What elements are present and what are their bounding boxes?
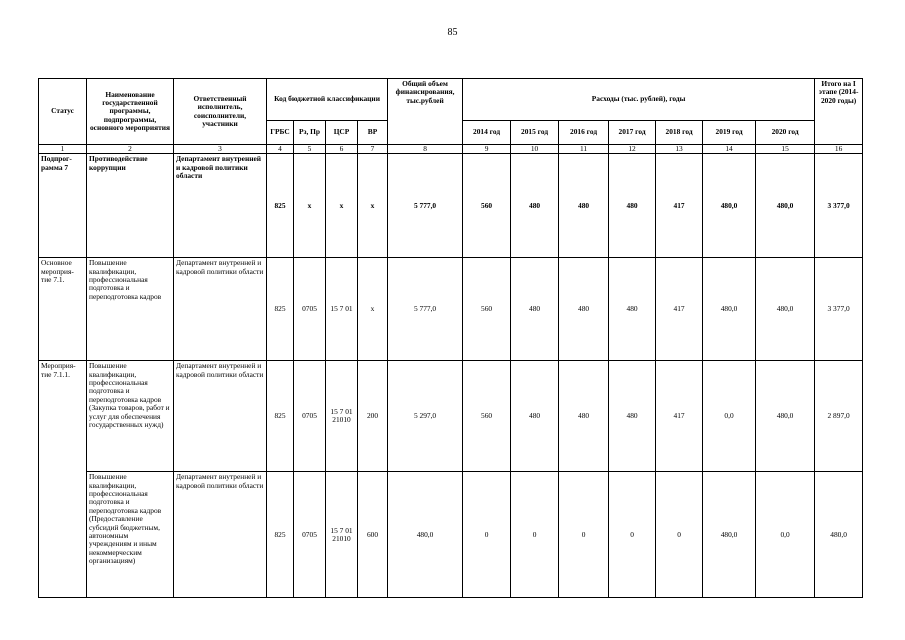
cell-2016: 480	[559, 361, 609, 472]
cell-2018: 417	[656, 258, 703, 361]
cell-2018: 0	[656, 472, 703, 598]
cell-rz-pr: 0705	[294, 472, 326, 598]
cell-total: 5 777,0	[388, 154, 463, 258]
cell-stage-total: 480,0	[815, 472, 863, 598]
column-numbers-row	[39, 145, 863, 154]
column-number: 1	[39, 145, 87, 154]
cell-grbs: 825	[267, 472, 294, 598]
cell-vr: x	[358, 258, 388, 361]
header-executor: Ответственный исполнитель, соисполнители, участники	[174, 79, 267, 145]
cell-2014: 0	[463, 472, 511, 598]
cell-2018: 417	[656, 361, 703, 472]
cell-total: 5 777,0	[388, 258, 463, 361]
header-year: 2015 год	[511, 121, 559, 145]
cell-2016: 480	[559, 154, 609, 258]
cell-csr: 15 7 01 21010	[326, 472, 358, 598]
cell-2019: 480,0	[703, 154, 756, 258]
cell-stage-total: 3 377,0	[815, 258, 863, 361]
cell-2015: 480	[511, 361, 559, 472]
cell-executor: Департамент внутренней и кадровой политики области	[174, 361, 267, 472]
cell-2017: 480	[609, 258, 656, 361]
header-year: 2019 год	[703, 121, 756, 145]
cell-stage-total: 2 897,0	[815, 361, 863, 472]
cell-2018: 417	[656, 154, 703, 258]
cell-vr: 600	[358, 472, 388, 598]
cell-2019: 0,0	[703, 361, 756, 472]
column-number: 6	[326, 145, 358, 154]
column-number: 10	[511, 145, 559, 154]
cell-2020: 480,0	[756, 258, 815, 361]
header-expenses: Расходы (тыс. рублей), годы	[463, 79, 815, 121]
cell-2015: 0	[511, 472, 559, 598]
header-year: 2020 год	[756, 121, 815, 145]
table-row-activity-7-1-1	[39, 361, 863, 472]
column-number: 11	[559, 145, 609, 154]
cell-2020: 0,0	[756, 472, 815, 598]
column-number: 3	[174, 145, 267, 154]
header-year: 2016 год	[559, 121, 609, 145]
header-budget-code: Код бюджетной классификации	[267, 79, 388, 121]
cell-executor: Департамент внутренней и кадровой политики области	[174, 472, 267, 598]
header-status: Статус	[39, 79, 87, 145]
cell-2020: 480,0	[756, 154, 815, 258]
cell-status: Основное мероприя-тие 7.1.	[39, 258, 87, 361]
table-row-subprogram-7	[39, 154, 863, 258]
cell-grbs: 825	[267, 361, 294, 472]
cell-2019: 480,0	[703, 472, 756, 598]
cell-status: Подпрог-рамма 7	[39, 154, 87, 258]
cell-csr: 15 7 01 21010	[326, 361, 358, 472]
header-row	[39, 79, 863, 121]
cell-vr: x	[358, 154, 388, 258]
column-number: 7	[358, 145, 388, 154]
cell-2016: 0	[559, 472, 609, 598]
cell-2020: 480,0	[756, 361, 815, 472]
column-number: 9	[463, 145, 511, 154]
cell-total: 5 297,0	[388, 361, 463, 472]
cell-rz-pr: 0705	[294, 258, 326, 361]
cell-name: Повышение квалификации, профессиональная подготовка и переподготовка кадров (Предоставление субсидий бюджетным, автономным учреждениям и иным некоммерческим организациям)	[87, 472, 174, 598]
header-csr: ЦСР	[326, 121, 358, 145]
cell-2014: 560	[463, 154, 511, 258]
cell-name: Повышение квалификации, профессиональная подготовка и переподготовка кадров (Закупка товаров, работ и услуг для обеспечения государственных нужд)	[87, 361, 174, 472]
column-number: 12	[609, 145, 656, 154]
cell-2015: 480	[511, 154, 559, 258]
cell-grbs: 825	[267, 154, 294, 258]
cell-2016: 480	[559, 258, 609, 361]
header-year: 2018 год	[656, 121, 703, 145]
cell-2017: 480	[609, 361, 656, 472]
page-number: 85	[447, 27, 458, 38]
cell-name: Повышение квалификации, профессиональная подготовка и переподготовка кадров	[87, 258, 174, 361]
header-year: 2017 год	[609, 121, 656, 145]
column-number: 5	[294, 145, 326, 154]
column-number: 8	[388, 145, 463, 154]
column-number: 2	[87, 145, 174, 154]
cell-total: 480,0	[388, 472, 463, 598]
header-vr: ВР	[358, 121, 388, 145]
column-number: 14	[703, 145, 756, 154]
cell-rz-pr: 0705	[294, 361, 326, 472]
cell-name: Противодействие коррупции	[87, 154, 174, 258]
header-program-name: Наименование государственной программы, подпрограммы, основного мероприятия	[87, 79, 174, 145]
header-stage-total: Итого на I этапе (2014-2020 годы)	[815, 79, 863, 145]
cell-csr: x	[326, 154, 358, 258]
header-rz-pr: Рз, Пр	[294, 121, 326, 145]
cell-2017: 0	[609, 472, 656, 598]
budget-table	[38, 78, 863, 598]
cell-2014: 560	[463, 258, 511, 361]
header-year: 2014 год	[463, 121, 511, 145]
cell-csr: 15 7 01	[326, 258, 358, 361]
cell-executor: Департамент внутренней и кадровой политики области	[174, 154, 267, 258]
column-number: 4	[267, 145, 294, 154]
cell-2019: 480,0	[703, 258, 756, 361]
cell-2017: 480	[609, 154, 656, 258]
cell-status: Мероприя-тие 7.1.1.	[39, 361, 87, 598]
column-number: 16	[815, 145, 863, 154]
column-number: 15	[756, 145, 815, 154]
cell-stage-total: 3 377,0	[815, 154, 863, 258]
cell-2014: 560	[463, 361, 511, 472]
cell-2015: 480	[511, 258, 559, 361]
cell-rz-pr: x	[294, 154, 326, 258]
cell-executor: Департамент внутренней и кадровой политики области	[174, 258, 267, 361]
table-row-activity-7-1-1-subsidies	[39, 472, 863, 598]
header-total-financing: Общий объем финансирования, тыс.рублей	[388, 79, 463, 145]
cell-vr: 200	[358, 361, 388, 472]
cell-grbs: 825	[267, 258, 294, 361]
column-number: 13	[656, 145, 703, 154]
table-row-main-activity-7-1	[39, 258, 863, 361]
header-grbs: ГРБС	[267, 121, 294, 145]
